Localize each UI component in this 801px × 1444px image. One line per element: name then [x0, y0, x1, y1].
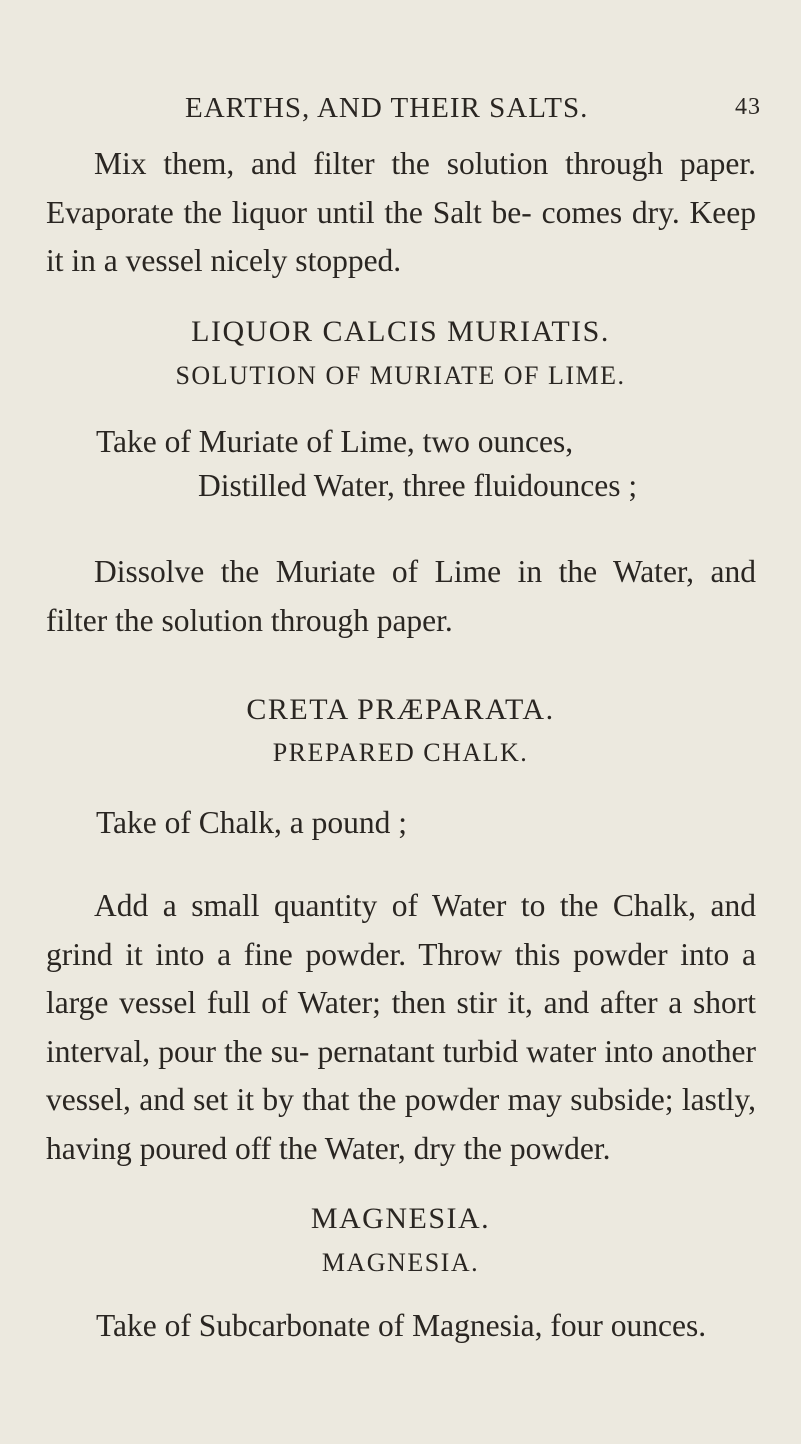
ingredient-line: Distilled Water, three fluidounces ; [198, 468, 638, 503]
ingredient-line: Take of Chalk, a pound ; [96, 805, 407, 840]
section-latin-title: CRETA PRÆPARATA. [246, 693, 555, 726]
directions-block [46, 548, 756, 645]
section-english-title: MAGNESIA. [321, 1248, 480, 1277]
running-head-title: EARTHS, AND THEIR SALTS. [185, 92, 589, 124]
section-latin-title: MAGNESIA. [310, 1202, 491, 1235]
intro-paragraph: Mix them, and filter the solution through paper. Evaporate the liquor until the Salt be- comes dry. Keep it in a vessel nicely stopped. [46, 146, 756, 278]
directions-block [46, 882, 756, 1173]
intro-block [46, 140, 756, 286]
ingredient-line: Take of Subcarbonate of Magnesia, four ounces. [96, 1308, 707, 1343]
section-english-title: PREPARED CHALK. [272, 738, 529, 767]
section-english-title: SOLUTION OF MURIATE OF LIME. [175, 361, 626, 390]
ingredient-line: Take of Muriate of Lime, two ounces, [96, 424, 574, 459]
directions-paragraph: Add a small quantity of Water to the Chalk, and grind it into a fine powder. Throw this powder into a large vessel full of Water; then stir it, and after a short interval, pour the su- pernatant turbid water into another vessel, and set it by that the powder may subside; lastly, having poured off the Water, dry the powder. [46, 888, 756, 1166]
directions-paragraph: Dissolve the Muriate of Lime in the Water, and filter the solution through paper. [46, 554, 756, 638]
section-latin-title: LIQUOR CALCIS MURIATIS. [191, 315, 610, 348]
page-number: 43 [735, 94, 761, 120]
